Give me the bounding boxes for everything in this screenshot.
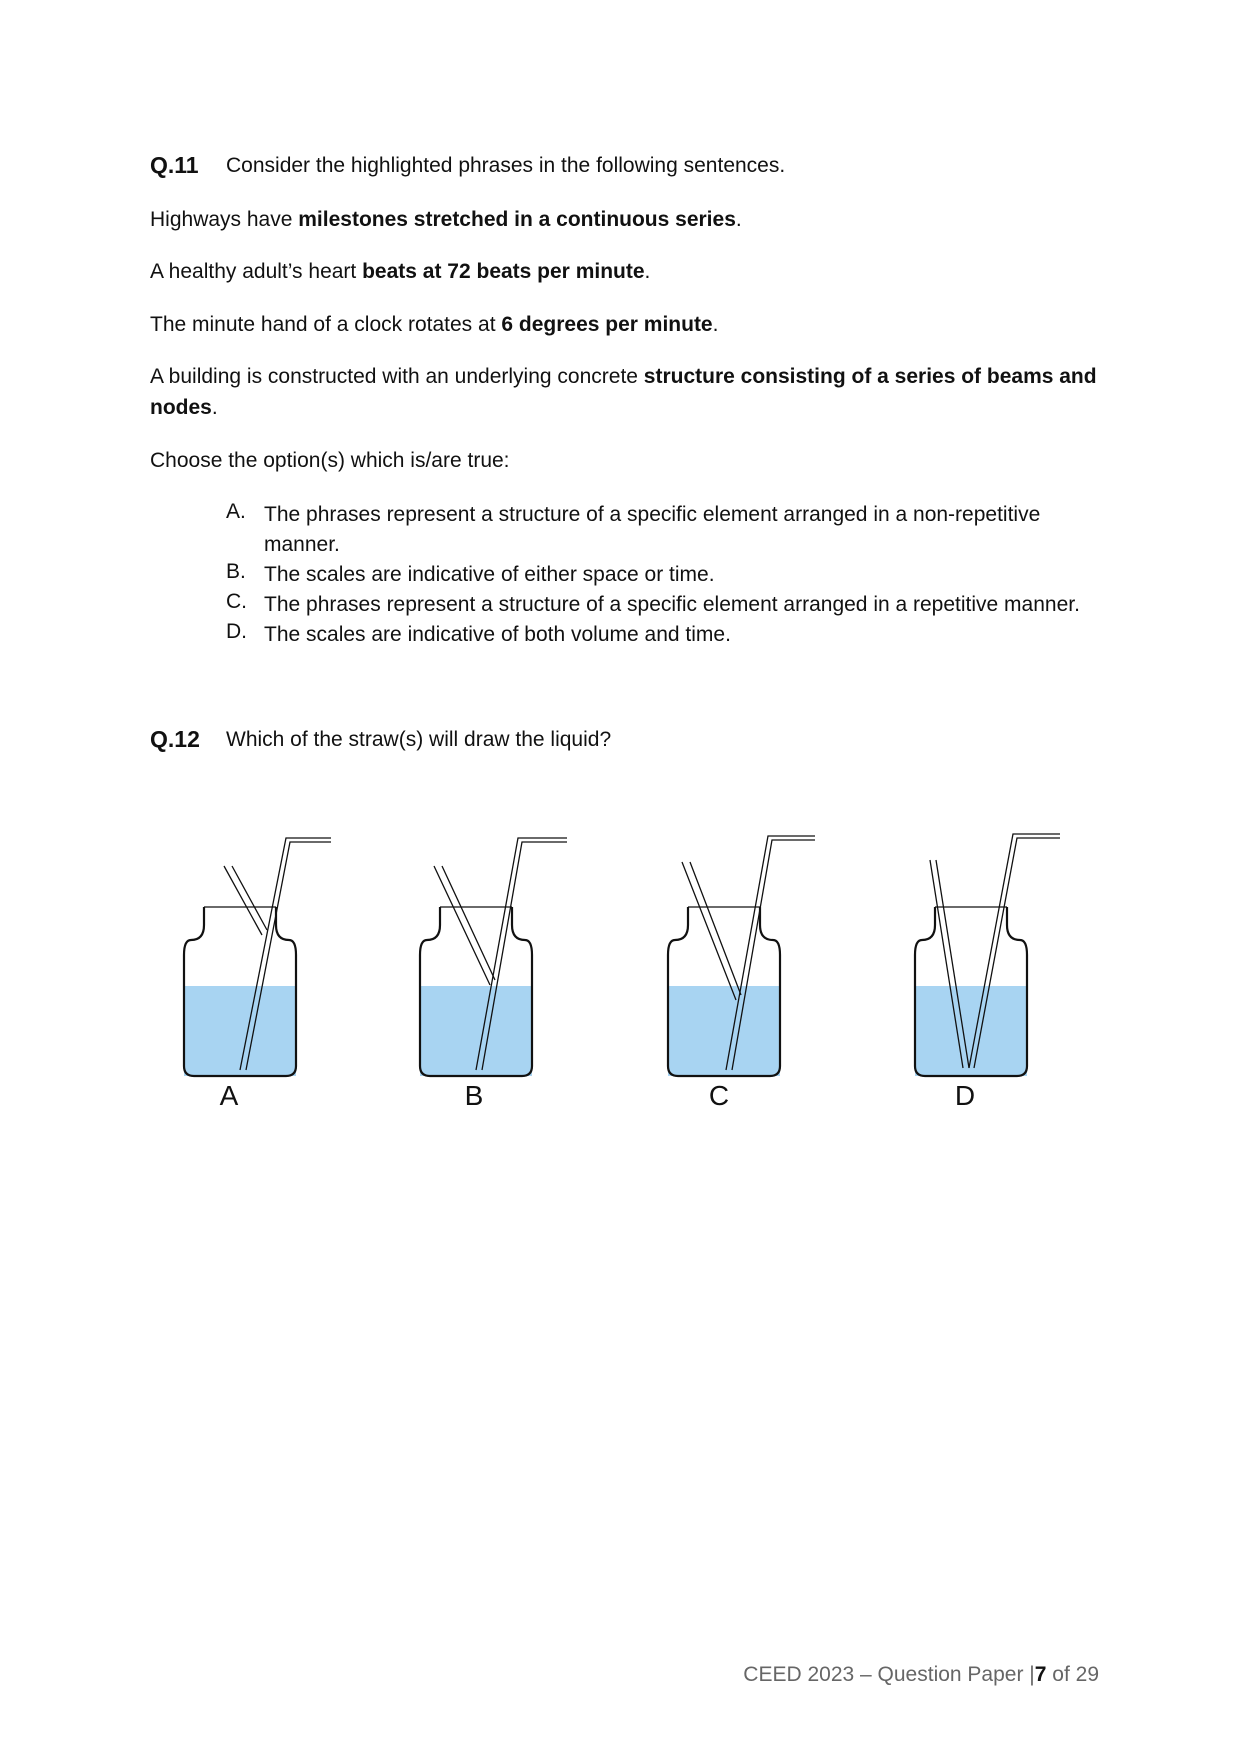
jar-c-label: C	[708, 1080, 730, 1111]
option-d-letter: D.	[226, 620, 247, 643]
sentence-4-text: A building is constructed with an underlying concrete	[150, 365, 644, 388]
question-12-number: Q.12	[150, 726, 200, 752]
sentence-2-end: .	[644, 260, 651, 283]
sentence-4-highlight: structure consisting of a series of beams and	[643, 365, 1097, 388]
jar-d	[915, 834, 1060, 1111]
footer-page-total: of 29	[1046, 1663, 1099, 1686]
footer-page-number: 7	[1034, 1663, 1047, 1686]
question-12-prompt: Which of the straw(s) will draw the liquid?	[226, 728, 612, 751]
sentence-3-text: The minute hand of a clock rotates at	[150, 313, 502, 336]
jar-c	[668, 836, 815, 1111]
option-a-text-continued: manner.	[264, 533, 340, 556]
option-c-letter: C.	[226, 590, 247, 613]
jar-c-straw-short	[682, 862, 741, 1000]
liquid-c	[668, 986, 780, 1076]
option-a-text: The phrases represent a structure of a specific element arranged in a non-repetitive	[264, 503, 1041, 526]
sentence-4-highlight-continued: nodes	[150, 396, 212, 419]
question-11-number: Q.11	[150, 152, 199, 178]
sentence-2-highlight: beats at 72 beats per minute	[362, 260, 645, 283]
jar-a-straw-short	[224, 866, 267, 935]
question-11-prompt: Consider the highlighted phrases in the following sentences.	[226, 154, 786, 177]
sentence-1-highlight: milestones stretched in a continuous series	[298, 208, 736, 231]
option-a-letter: A.	[226, 500, 246, 523]
sentence-3-highlight: 6 degrees per minute	[501, 313, 713, 336]
option-d-text: The scales are indicative of both volume and time.	[264, 623, 731, 646]
jar-d-label: D	[954, 1080, 976, 1111]
liquid-d	[915, 986, 1027, 1076]
jar-b-straw-short	[434, 866, 495, 985]
option-b-text: The scales are indicative of either space or time.	[264, 563, 715, 586]
option-c-text: The phrases represent a structure of a specific element arranged in a repetitive manner.	[264, 593, 1080, 616]
jar-b-label: B	[464, 1080, 484, 1111]
page-footer	[743, 1663, 1099, 1687]
jar-a-label: A	[219, 1080, 239, 1111]
question-11-instruction: Choose the option(s) which is/are true:	[150, 449, 510, 472]
liquid-a	[184, 986, 296, 1076]
jar-a	[184, 838, 331, 1111]
jar-b	[420, 838, 567, 1111]
sentence-3-end: .	[712, 313, 719, 336]
option-b-letter: B.	[226, 560, 246, 583]
sentence-1-end: .	[735, 208, 742, 231]
sentence-1-text: Highways have	[150, 208, 299, 231]
footer-title: CEED 2023 – Question Paper |	[743, 1663, 1035, 1686]
sentence-2-text: A healthy adult’s heart	[150, 260, 363, 283]
liquid-b	[420, 986, 532, 1076]
sentence-4-end: .	[211, 396, 218, 419]
